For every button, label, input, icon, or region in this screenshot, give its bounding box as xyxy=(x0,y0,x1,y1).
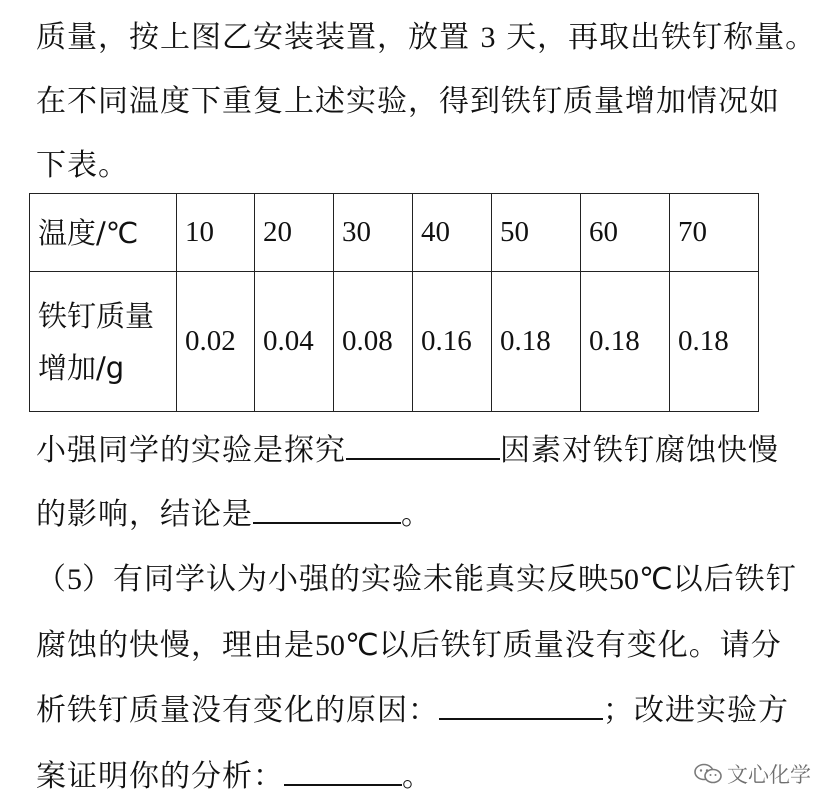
row-label-mass xyxy=(30,272,177,412)
text-line-1 xyxy=(36,18,816,58)
q-b-text: 因素对铁钉腐蚀快慢 xyxy=(500,433,779,468)
table-row-mass xyxy=(30,272,759,412)
q-c-end: 。 xyxy=(401,497,432,532)
p5-temp: 50℃ xyxy=(609,563,673,596)
row-label-mass-line1: 铁钉质量 xyxy=(38,298,155,333)
temp-cell: 20 xyxy=(255,194,334,272)
p7-a: 析铁钉质量没有变化的原因： xyxy=(36,693,439,728)
line3-text: 下表。 xyxy=(36,148,129,183)
temp-cell: 10 xyxy=(177,194,255,272)
row-label-mass-line2: 增加/g xyxy=(38,350,125,385)
line2-text: 在不同温度下重复上述实验，得到铁钉质量增加情况如 xyxy=(36,84,780,119)
watermark-label: 文心化学 xyxy=(727,763,811,787)
p5-text: ）有同学认为小强的实验未能真实反映 xyxy=(82,562,609,597)
mass-cell: 0.18 xyxy=(670,272,759,412)
question-line-4 xyxy=(36,626,782,666)
temp-cell: 60 xyxy=(581,194,670,272)
p5-open: （ xyxy=(36,562,67,597)
mass-cell: 0.02 xyxy=(177,272,255,412)
text-line-2 xyxy=(36,82,780,122)
question-line-5 xyxy=(36,690,789,731)
answer-blank-factor[interactable] xyxy=(346,430,500,460)
line1-tail: 天，再取出铁钉称量。 xyxy=(506,20,817,55)
p8-end: 。 xyxy=(402,759,433,794)
mass-cell: 0.18 xyxy=(581,272,670,412)
text-line-3 xyxy=(36,146,129,186)
mass-cell: 0.08 xyxy=(334,272,413,412)
question-line-2 xyxy=(36,494,432,535)
answer-blank-conclusion[interactable] xyxy=(253,494,401,524)
question-line-6 xyxy=(36,756,433,797)
question-line-3 xyxy=(36,560,797,600)
p6-b: 以后铁钉质量没有变化。请分 xyxy=(378,628,782,663)
answer-blank-reason[interactable] xyxy=(439,690,603,720)
temp-cell: 30 xyxy=(334,194,413,272)
data-table xyxy=(29,193,759,412)
temp-cell: 70 xyxy=(670,194,759,272)
temp-cell: 50 xyxy=(492,194,581,272)
mass-cell: 0.18 xyxy=(492,272,581,412)
table-row-temperature xyxy=(30,194,759,272)
p6-a: 腐蚀的快慢，理由是 xyxy=(36,628,315,663)
answer-blank-plan[interactable] xyxy=(284,756,402,786)
p7-b: ；改进实验方 xyxy=(603,693,789,728)
mass-cell: 0.16 xyxy=(413,272,492,412)
question-line-1 xyxy=(36,430,779,471)
watermark xyxy=(693,759,811,789)
line1-text: 质量，按上图乙安装装置，放置 xyxy=(36,20,470,55)
p8-a: 案证明你的分析： xyxy=(36,759,284,794)
q-c-text: 的影响，结论是 xyxy=(36,497,253,532)
temp-cell: 40 xyxy=(413,194,492,272)
mass-cell: 0.04 xyxy=(255,272,334,412)
line1-days: 3 xyxy=(480,21,496,54)
row-label-temperature: 温度/℃ xyxy=(30,194,177,272)
q-a-text: 小强同学的实验是探究 xyxy=(36,433,346,468)
p6-temp: 50℃ xyxy=(315,629,379,662)
p5-tail: 以后铁钉 xyxy=(672,562,797,597)
p5-number: 5 xyxy=(67,563,82,596)
wechat-icon xyxy=(693,762,723,786)
